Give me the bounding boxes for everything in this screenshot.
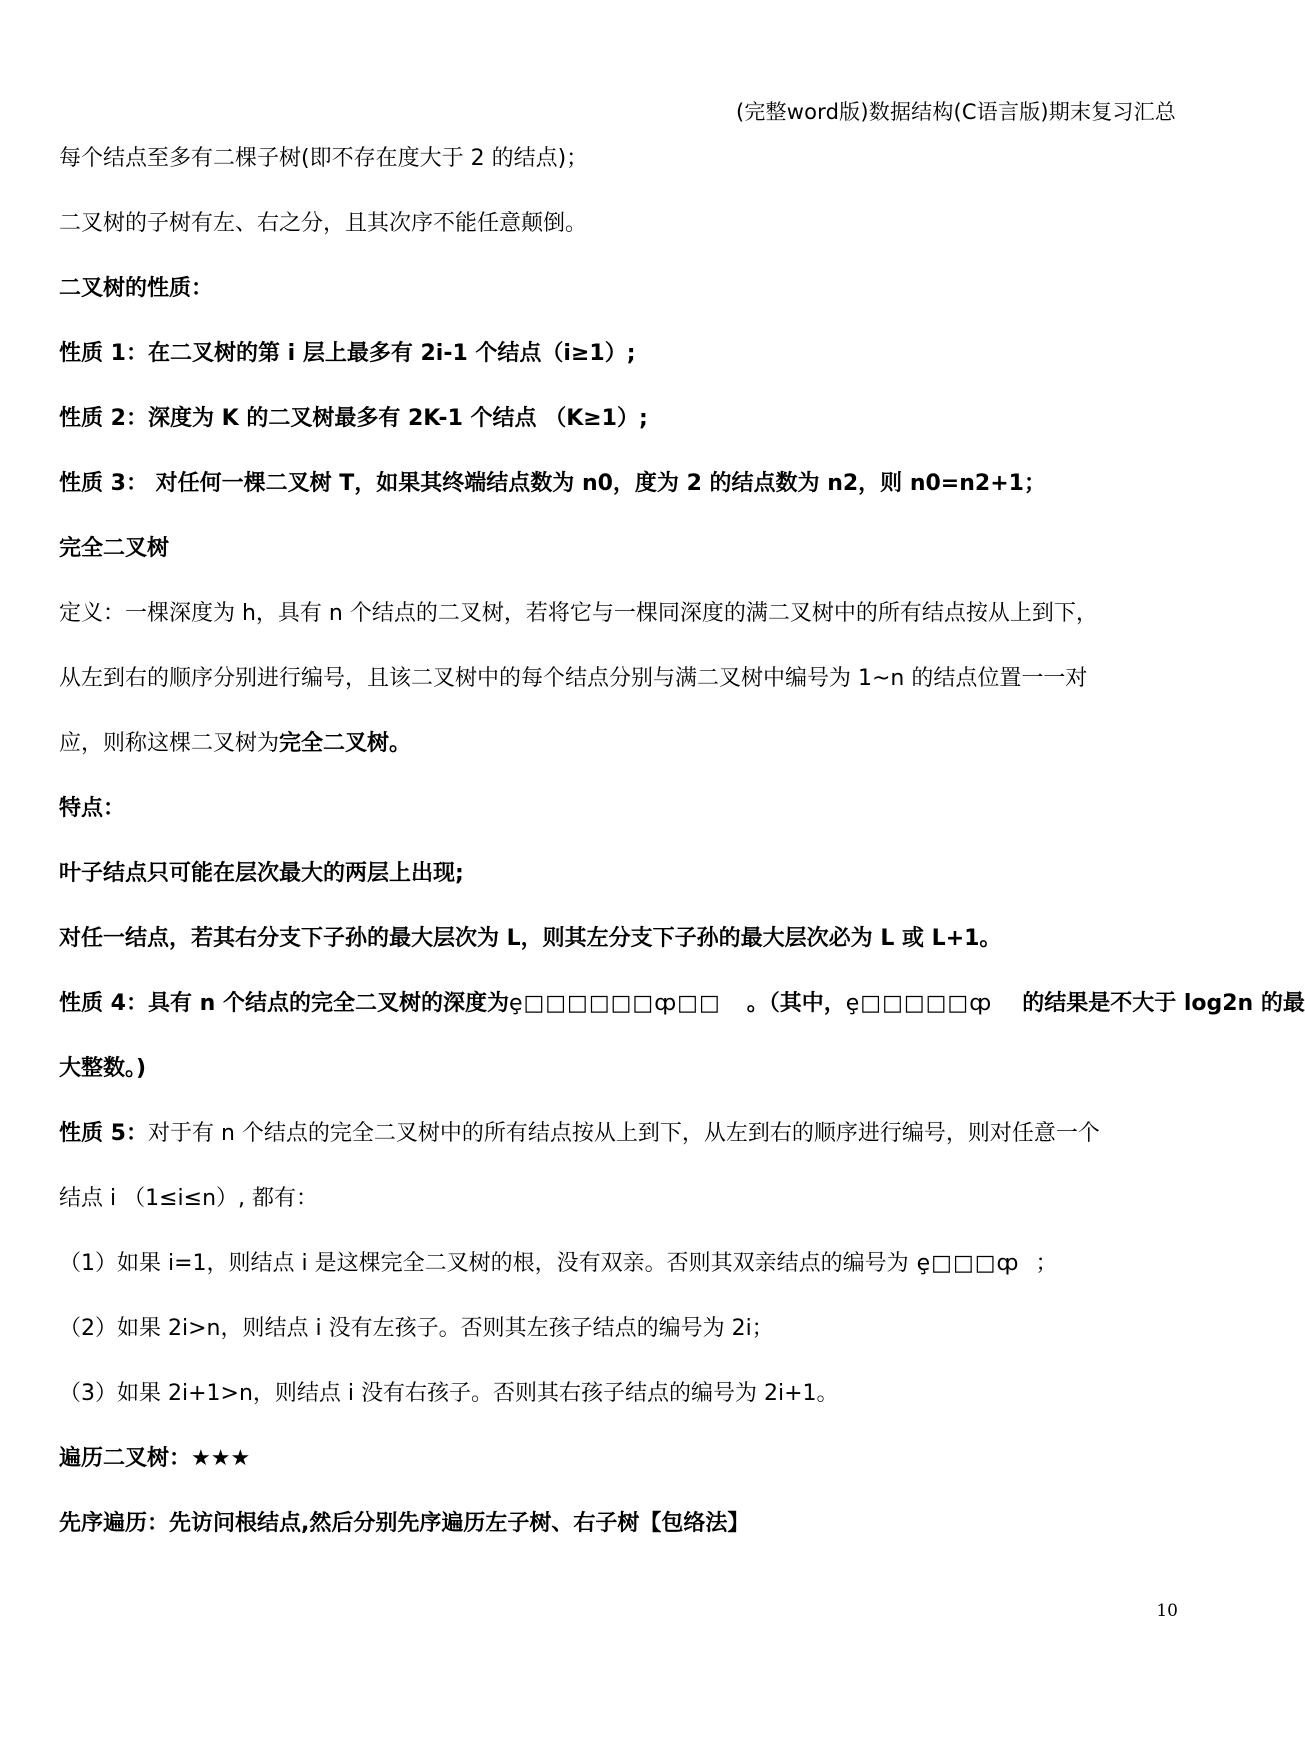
list-item: （1）如果 i=1，则结点 i 是这棵完全二叉树的根，没有双亲。否则其双亲结点的编号为 ȩ□□□ȹ ； xyxy=(59,1251,1058,1276)
list-item: （2）如果 2i>n，则结点 i 没有左孩子。否则其左孩子结点的编号为 2i； xyxy=(59,1316,774,1341)
document-body xyxy=(59,142,1305,1572)
section-heading: 完全二叉树 xyxy=(59,536,170,561)
feature-line: 叶子结点只可能在层次最大的两层上出现; xyxy=(59,861,464,886)
section-heading: 特点： xyxy=(59,796,126,821)
section-heading: 遍历二叉树：★★★ xyxy=(59,1446,251,1471)
feature-line: 先序遍历：先访问根结点,然后分别先序遍历左子树、右子树【包络法】 xyxy=(59,1511,750,1536)
property-line: 性质 4：具有 n 个结点的完全二叉树的深度为ȩ□□□□□□ȹ□□ 。（其中，ȩ□□□□□ȹ 的结果是不大于 log2n 的最 xyxy=(59,991,1305,1016)
text-line: 结点 i （1≤i≤n）, 都有： xyxy=(59,1186,319,1211)
section-heading: 二叉树的性质： xyxy=(59,276,214,301)
text-line: 二叉树的子树有左、右之分，且其次序不能任意颠倒。 xyxy=(59,211,588,236)
text-line: 定义：一棵深度为 h，具有 n 个结点的二叉树，若将它与一棵同深度的满二叉树中的所有结点按从上到下， xyxy=(59,601,1098,626)
property-line: 性质 5：对于有 n 个结点的完全二叉树中的所有结点按从上到下，从左到右的顺序进行编号，则对任意一个 xyxy=(59,1121,1100,1146)
formula-placeholder: ȩ□□□□□ȹ xyxy=(845,991,993,1016)
emphasis-text: 完全二叉树。 xyxy=(279,731,412,756)
text-line: 应，则称这棵二叉树为完全二叉树。 xyxy=(59,731,412,756)
text-line: 从左到右的顺序分别进行编号，且该二叉树中的每个结点分别与满二叉树中编号为 1~n 的结点位置一一对 xyxy=(59,666,1088,691)
text-line: 每个结点至多有二棵子树(即不存在度大于 2 的结点)； xyxy=(59,146,589,171)
page-number: 10 xyxy=(1156,1601,1178,1621)
property-line: 性质 3： 对任何一棵二叉树 T，如果其终端结点数为 n0，度为 2 的结点数为 n2，则 n0=n2+1； xyxy=(59,471,1046,496)
list-item: （3）如果 2i+1>n，则结点 i 没有右孩子。否则其右孩子结点的编号为 2i+1。 xyxy=(59,1381,839,1406)
formula-placeholder: ȩ□□□□□□ȹ□□ xyxy=(508,991,721,1016)
feature-line: 对任一结点，若其右分支下子孙的最大层次为 L，则其左分支下子孙的最大层次必为 L 或 L+1。 xyxy=(59,926,1002,951)
document-header: (完整word版)数据结构(C语言版)期末复习汇总 xyxy=(735,100,1176,124)
property-line: 性质 1：在二叉树的第 i 层上最多有 2i-1 个结点（i≥1）; xyxy=(59,341,636,366)
property-line: 性质 2：深度为 K 的二叉树最多有 2K-1 个结点 （K≥1）; xyxy=(59,406,648,431)
property-line: 大整数。) xyxy=(59,1056,147,1081)
formula-placeholder: ȩ□□□ȹ xyxy=(916,1251,1020,1276)
